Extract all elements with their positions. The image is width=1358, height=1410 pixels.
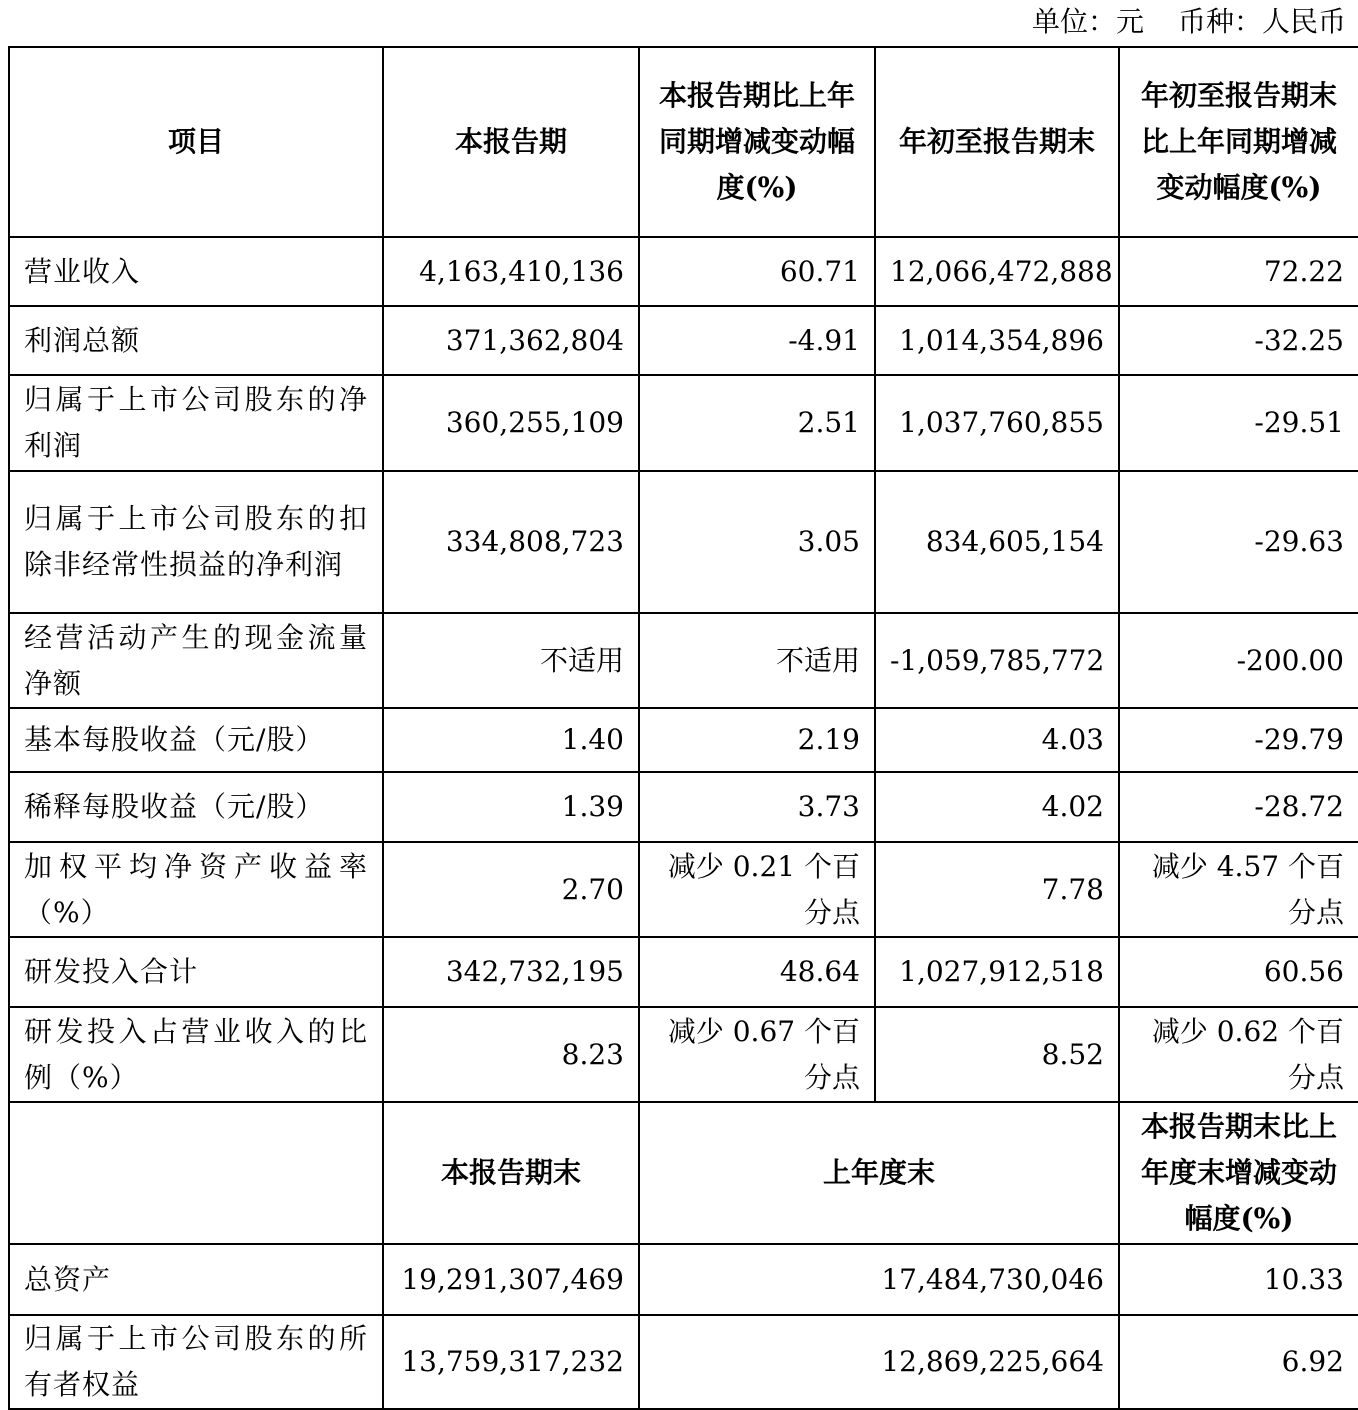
cell-current-yoy: 减少 0.67 个百分点 xyxy=(639,1007,875,1102)
header-ytd-yoy: 年初至报告期末比上年同期增减变动幅度(%) xyxy=(1119,47,1358,237)
cell-ytd-yoy: -29.51 xyxy=(1119,375,1358,471)
cell-current-yoy: 不适用 xyxy=(639,613,875,708)
cell-current-yoy: 48.64 xyxy=(639,937,875,1007)
cell-ytd: 1,014,354,896 xyxy=(875,306,1119,375)
cell-current: 不适用 xyxy=(383,613,639,708)
header2-empty xyxy=(9,1102,383,1244)
header-current-yoy: 本报告期比上年同期增减变动幅度(%) xyxy=(639,47,875,237)
cell-ytd-yoy: -200.00 xyxy=(1119,613,1358,708)
financial-data-table xyxy=(8,46,1358,1410)
cell-period-end: 19,291,307,469 xyxy=(383,1244,639,1315)
table-row xyxy=(9,306,1358,375)
table-row xyxy=(9,708,1358,772)
unit-label: 单位：元 xyxy=(1031,5,1144,38)
cell-change: 6.92 xyxy=(1119,1315,1358,1409)
cell-current-yoy: 2.19 xyxy=(639,708,875,772)
cell-prior-year-end: 17,484,730,046 xyxy=(639,1244,1119,1315)
table-row xyxy=(9,237,1358,306)
cell-current-yoy: 减少 0.21 个百分点 xyxy=(639,842,875,937)
cell-current-yoy: -4.91 xyxy=(639,306,875,375)
row-name: 稀释每股收益（元/股） xyxy=(9,772,383,842)
cell-ytd: 4.02 xyxy=(875,772,1119,842)
header-item: 项目 xyxy=(9,47,383,237)
cell-period-end: 13,759,317,232 xyxy=(383,1315,639,1409)
row-name: 加权平均净资产收益率（%） xyxy=(9,842,383,937)
row-name: 归属于上市公司股东的所有者权益 xyxy=(9,1315,383,1409)
table-row xyxy=(9,937,1358,1007)
header-current-period: 本报告期 xyxy=(383,47,639,237)
row-name: 研发投入占营业收入的比例（%） xyxy=(9,1007,383,1102)
table-row xyxy=(9,1315,1358,1409)
row-name: 总资产 xyxy=(9,1244,383,1315)
table-row xyxy=(9,1244,1358,1315)
header-row-2 xyxy=(9,1102,1358,1244)
table-row xyxy=(9,375,1358,471)
cell-ytd-yoy: 减少 0.62 个百分点 xyxy=(1119,1007,1358,1102)
cell-current: 8.23 xyxy=(383,1007,639,1102)
cell-ytd: 1,027,912,518 xyxy=(875,937,1119,1007)
cell-ytd-yoy: 60.56 xyxy=(1119,937,1358,1007)
unit-currency-line xyxy=(1032,2,1346,42)
currency-label: 币种：人民币 xyxy=(1177,5,1346,38)
table-row xyxy=(9,842,1358,937)
table-row xyxy=(9,613,1358,708)
cell-ytd-yoy: -32.25 xyxy=(1119,306,1358,375)
table-row xyxy=(9,1007,1358,1102)
cell-ytd: 1,037,760,855 xyxy=(875,375,1119,471)
table-row xyxy=(9,471,1358,613)
cell-ytd-yoy: -28.72 xyxy=(1119,772,1358,842)
row-name: 营业收入 xyxy=(9,237,383,306)
cell-ytd-yoy: -29.79 xyxy=(1119,708,1358,772)
row-name: 经营活动产生的现金流量净额 xyxy=(9,613,383,708)
cell-ytd: 4.03 xyxy=(875,708,1119,772)
cell-current: 4,163,410,136 xyxy=(383,237,639,306)
header-ytd: 年初至报告期末 xyxy=(875,47,1119,237)
table-row xyxy=(9,772,1358,842)
row-name: 利润总额 xyxy=(9,306,383,375)
cell-current: 371,362,804 xyxy=(383,306,639,375)
row-name: 归属于上市公司股东的净利润 xyxy=(9,375,383,471)
row-name: 研发投入合计 xyxy=(9,937,383,1007)
cell-current-yoy: 60.71 xyxy=(639,237,875,306)
cell-ytd: 8.52 xyxy=(875,1007,1119,1102)
cell-current-yoy: 2.51 xyxy=(639,375,875,471)
cell-current: 2.70 xyxy=(383,842,639,937)
cell-current: 1.39 xyxy=(383,772,639,842)
cell-ytd: 12,066,472,888 xyxy=(875,237,1119,306)
cell-ytd-yoy: 72.22 xyxy=(1119,237,1358,306)
cell-current: 1.40 xyxy=(383,708,639,772)
cell-current: 334,808,723 xyxy=(383,471,639,613)
cell-current-yoy: 3.73 xyxy=(639,772,875,842)
row-name: 归属于上市公司股东的扣除非经常性损益的净利润 xyxy=(9,471,383,613)
cell-current-yoy: 3.05 xyxy=(639,471,875,613)
header2-period-end: 本报告期末 xyxy=(383,1102,639,1244)
header2-change: 本报告期末比上年度末增减变动幅度(%) xyxy=(1119,1102,1358,1244)
cell-ytd-yoy: -29.63 xyxy=(1119,471,1358,613)
cell-current: 360,255,109 xyxy=(383,375,639,471)
cell-change: 10.33 xyxy=(1119,1244,1358,1315)
header-row xyxy=(9,47,1358,237)
cell-prior-year-end: 12,869,225,664 xyxy=(639,1315,1119,1409)
cell-ytd: 834,605,154 xyxy=(875,471,1119,613)
row-name: 基本每股收益（元/股） xyxy=(9,708,383,772)
cell-ytd-yoy: 减少 4.57 个百分点 xyxy=(1119,842,1358,937)
cell-current: 342,732,195 xyxy=(383,937,639,1007)
header2-prior-year-end: 上年度末 xyxy=(639,1102,1119,1244)
cell-ytd: 7.78 xyxy=(875,842,1119,937)
cell-ytd: -1,059,785,772 xyxy=(875,613,1119,708)
